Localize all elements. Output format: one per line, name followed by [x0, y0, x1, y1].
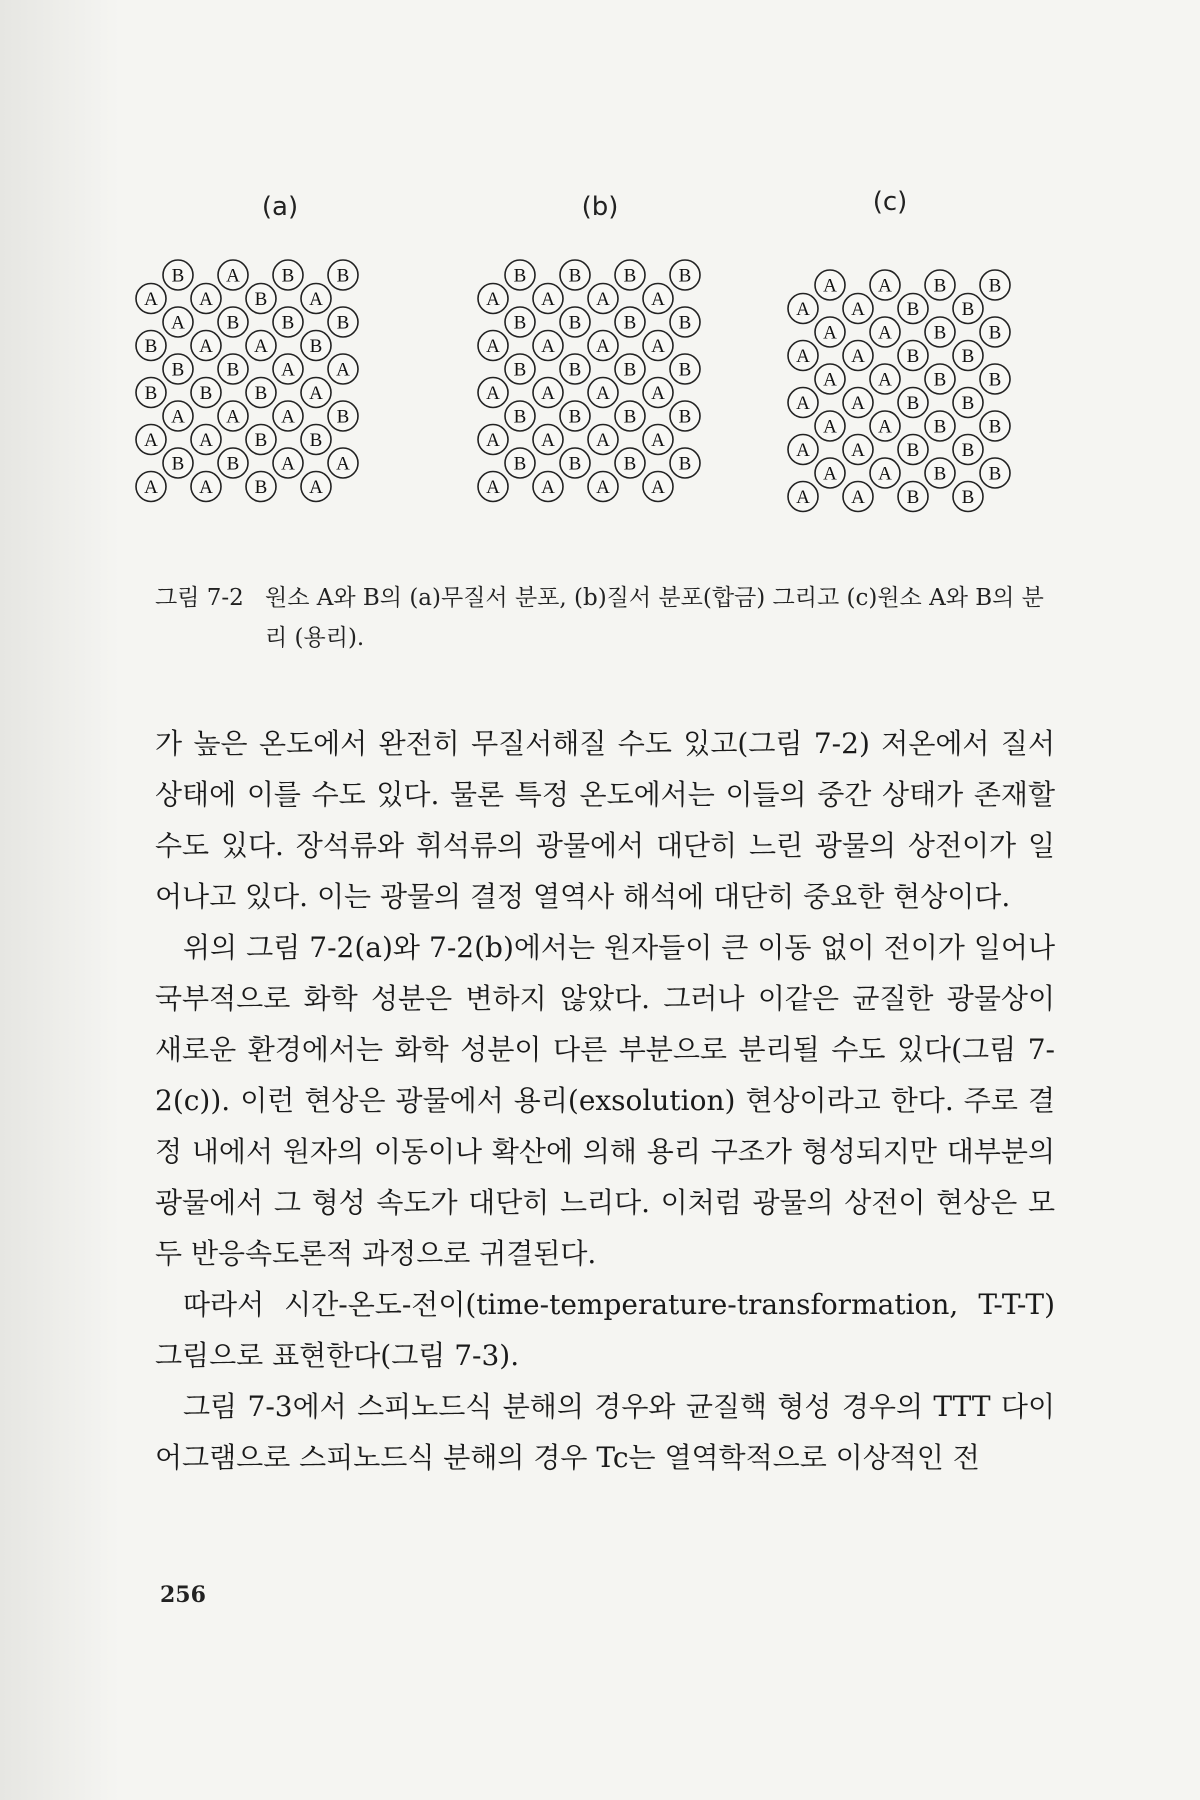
atom-a: [815, 458, 845, 488]
atom-b: [670, 448, 700, 478]
atom-b: [925, 411, 955, 441]
svg-text:B: B: [568, 453, 582, 475]
atom-b: [560, 307, 590, 337]
paragraph-1: 가 높은 온도에서 완전히 무질서해질 수도 있고(그림 7-2) 저온에서 질서 상태에 이를 수도 있다. 물론 특정 온도에서는 이들의 중간 상태가 존재할 수도 있다. 장석류와 휘석류의 광물에서 대단히 느린 광물의 상전이가 일어나고 있다. 이는 광물의 결정 열역사 해석에 대단히 중요한 현상이다.: [155, 727, 1055, 913]
atom-a: [870, 458, 900, 488]
atom-a: [588, 425, 618, 455]
svg-text:A: A: [281, 453, 295, 475]
atom-b: [191, 378, 221, 408]
atom-a: [246, 331, 276, 361]
atom-a: [191, 425, 221, 455]
svg-text:A: A: [541, 477, 555, 498]
svg-text:A: A: [199, 289, 213, 310]
svg-text:B: B: [988, 463, 1002, 485]
figure-caption: [155, 578, 1055, 658]
svg-text:A: A: [823, 463, 837, 485]
svg-text:A: A: [541, 336, 555, 357]
atom-b: [505, 354, 535, 384]
svg-text:B: B: [623, 312, 637, 334]
figure-7-2: [0, 0, 1200, 560]
svg-text:B: B: [226, 312, 240, 334]
svg-text:A: A: [144, 477, 158, 498]
svg-text:A: A: [851, 393, 865, 414]
atom-a: [643, 331, 673, 361]
svg-text:A: A: [171, 312, 185, 334]
atom-a: [533, 331, 563, 361]
atom-a: [533, 425, 563, 455]
svg-text:A: A: [796, 346, 810, 367]
atom-a: [643, 378, 673, 408]
svg-text:A: A: [281, 359, 295, 381]
atom-a: [301, 284, 331, 314]
svg-text:B: B: [568, 265, 582, 287]
atom-b: [898, 294, 928, 324]
atom-a: [136, 284, 166, 314]
atom-a: [843, 388, 873, 418]
svg-text:B: B: [961, 487, 975, 508]
atom-b: [953, 435, 983, 465]
svg-text:A: A: [541, 383, 555, 404]
svg-text:B: B: [906, 393, 920, 414]
svg-text:B: B: [336, 265, 350, 287]
atom-a: [843, 435, 873, 465]
paragraph-3: 따라서 시간-온도-전이(time-temperature-transformation, T-T-T)그림으로 표현한다(그림 7-3).: [155, 1288, 1055, 1372]
atom-b: [953, 482, 983, 512]
figure-panel-c: [788, 187, 1010, 512]
atom-b: [163, 354, 193, 384]
atom-b: [670, 260, 700, 290]
atom-a: [788, 482, 818, 512]
atom-b: [560, 354, 590, 384]
svg-text:B: B: [309, 430, 323, 451]
svg-text:B: B: [623, 265, 637, 287]
atom-a: [273, 401, 303, 431]
svg-text:B: B: [933, 369, 947, 391]
svg-text:B: B: [933, 275, 947, 297]
svg-text:B: B: [961, 346, 975, 367]
atom-a: [815, 411, 845, 441]
atom-a: [191, 284, 221, 314]
atom-b: [163, 260, 193, 290]
atom-a: [218, 401, 248, 431]
atom-b: [560, 448, 590, 478]
atom-b: [980, 411, 1010, 441]
atom-b: [163, 448, 193, 478]
atom-a: [815, 364, 845, 394]
svg-text:A: A: [486, 477, 500, 498]
svg-text:A: A: [199, 430, 213, 451]
figure-panel-b: [478, 192, 700, 502]
svg-text:A: A: [254, 336, 268, 357]
svg-text:A: A: [596, 289, 610, 310]
svg-text:A: A: [226, 406, 240, 428]
atom-b: [505, 401, 535, 431]
svg-text:B: B: [678, 265, 692, 287]
atom-b: [670, 354, 700, 384]
svg-text:A: A: [596, 430, 610, 451]
svg-text:A: A: [336, 359, 350, 381]
svg-text:B: B: [309, 336, 323, 357]
body-text: [155, 718, 1055, 1483]
paragraph-2: 위의 그림 7-2(a)와 7-2(b)에서는 원자들이 큰 이동 없이 전이가 일어나 국부적으로 화학 성분은 변하지 않았다. 그러나 이같은 균질한 광물상이 새로운 환경에서는 화학 성분이 다른 부분으로 분리될 수도 있다(그림 7-2(c)). 이런 현상은 광물에서 용리(exsolution) 현상이라고 한다. 주로 결정 내에서 원자의 이동이나 확산에 의해 용리 구조가 형성되지만 대부분의 광물에서 그 형성 속도가 대단히 느리다. 이처럼 광물의 상전이 현상은 모두 반응속도론적 과정으로 귀결된다.: [155, 931, 1055, 1270]
atom-b: [615, 307, 645, 337]
svg-text:B: B: [678, 359, 692, 381]
svg-text:A: A: [309, 289, 323, 310]
atom-b: [898, 388, 928, 418]
atom-b: [246, 378, 276, 408]
atom-a: [478, 284, 508, 314]
atom-a: [163, 307, 193, 337]
svg-text:A: A: [171, 406, 185, 428]
svg-text:B: B: [568, 406, 582, 428]
svg-text:B: B: [513, 359, 527, 381]
svg-text:A: A: [309, 477, 323, 498]
svg-text:B: B: [254, 477, 268, 498]
svg-text:A: A: [199, 477, 213, 498]
svg-text:A: A: [851, 487, 865, 508]
svg-text:A: A: [486, 383, 500, 404]
svg-text:A: A: [851, 346, 865, 367]
svg-text:B: B: [568, 359, 582, 381]
atom-a: [788, 294, 818, 324]
atom-a: [815, 317, 845, 347]
svg-text:A: A: [823, 275, 837, 297]
svg-text:A: A: [541, 289, 555, 310]
atom-b: [136, 331, 166, 361]
svg-text:B: B: [336, 312, 350, 334]
svg-text:A: A: [596, 477, 610, 498]
svg-text:A: A: [281, 406, 295, 428]
svg-text:A: A: [651, 383, 665, 404]
svg-text:A: A: [823, 322, 837, 344]
svg-text:B: B: [144, 383, 158, 404]
atom-b: [218, 448, 248, 478]
atom-a: [643, 425, 673, 455]
atom-b: [615, 354, 645, 384]
atom-a: [843, 341, 873, 371]
atom-b: [218, 307, 248, 337]
svg-text:B: B: [988, 275, 1002, 297]
svg-text:B: B: [623, 453, 637, 475]
atom-a: [643, 472, 673, 502]
svg-text:B: B: [933, 463, 947, 485]
atom-b: [301, 425, 331, 455]
atom-b: [953, 294, 983, 324]
caption-text: 원소 A와 B의 (a)무질서 분포, (b)질서 분포(합금) 그리고 (c)원소 A와 B의 분리 (용리).: [265, 585, 1044, 651]
atom-a: [533, 378, 563, 408]
svg-text:B: B: [961, 299, 975, 320]
atom-a: [588, 284, 618, 314]
svg-text:A: A: [651, 289, 665, 310]
atom-b: [953, 388, 983, 418]
svg-text:B: B: [961, 393, 975, 414]
atom-b: [328, 260, 358, 290]
svg-text:A: A: [823, 416, 837, 438]
svg-text:A: A: [796, 299, 810, 320]
svg-text:A: A: [144, 430, 158, 451]
svg-text:A: A: [878, 275, 892, 297]
svg-text:B: B: [171, 453, 185, 475]
svg-text:B: B: [961, 440, 975, 461]
atom-b: [560, 401, 590, 431]
svg-text:A: A: [651, 477, 665, 498]
svg-text:B: B: [988, 369, 1002, 391]
svg-text:A: A: [199, 336, 213, 357]
svg-text:B: B: [678, 453, 692, 475]
atom-b: [328, 401, 358, 431]
svg-text:A: A: [651, 430, 665, 451]
atom-a: [163, 401, 193, 431]
atom-b: [980, 458, 1010, 488]
atom-a: [788, 388, 818, 418]
svg-text:A: A: [309, 383, 323, 404]
atom-b: [925, 364, 955, 394]
svg-text:B: B: [226, 453, 240, 475]
atom-b: [980, 364, 1010, 394]
atom-a: [533, 284, 563, 314]
svg-text:B: B: [678, 406, 692, 428]
atom-b: [670, 307, 700, 337]
atom-b: [615, 260, 645, 290]
panel-label: (a): [261, 192, 299, 222]
svg-text:A: A: [486, 430, 500, 451]
svg-text:B: B: [226, 359, 240, 381]
atom-b: [505, 448, 535, 478]
svg-text:B: B: [988, 322, 1002, 344]
atom-a: [843, 482, 873, 512]
svg-text:A: A: [878, 416, 892, 438]
atom-b: [615, 448, 645, 478]
svg-text:B: B: [199, 383, 213, 404]
svg-text:B: B: [336, 406, 350, 428]
atom-a: [478, 425, 508, 455]
svg-text:B: B: [623, 359, 637, 381]
atom-a: [478, 378, 508, 408]
svg-text:B: B: [933, 416, 947, 438]
atom-a: [588, 331, 618, 361]
svg-text:A: A: [226, 265, 240, 287]
atom-b: [670, 401, 700, 431]
svg-text:B: B: [281, 265, 295, 287]
atom-a: [478, 331, 508, 361]
atom-a: [191, 472, 221, 502]
svg-text:A: A: [796, 440, 810, 461]
svg-text:A: A: [336, 453, 350, 475]
svg-text:B: B: [144, 336, 158, 357]
caption-number: 그림 7-2: [155, 585, 244, 611]
svg-text:B: B: [254, 430, 268, 451]
atom-a: [533, 472, 563, 502]
svg-text:B: B: [513, 265, 527, 287]
panel-label: (c): [872, 187, 908, 217]
svg-text:B: B: [568, 312, 582, 334]
atom-b: [898, 482, 928, 512]
atom-b: [925, 458, 955, 488]
atom-b: [246, 284, 276, 314]
atom-b: [953, 341, 983, 371]
svg-text:B: B: [513, 312, 527, 334]
atom-b: [246, 472, 276, 502]
svg-text:A: A: [878, 369, 892, 391]
svg-text:B: B: [906, 440, 920, 461]
atom-a: [815, 270, 845, 300]
atom-b: [505, 260, 535, 290]
atom-a: [788, 341, 818, 371]
atom-a: [588, 378, 618, 408]
svg-text:B: B: [933, 322, 947, 344]
atom-a: [328, 448, 358, 478]
svg-text:A: A: [796, 487, 810, 508]
svg-text:A: A: [651, 336, 665, 357]
atom-b: [898, 341, 928, 371]
atom-a: [478, 472, 508, 502]
svg-text:A: A: [878, 322, 892, 344]
atom-a: [191, 331, 221, 361]
atom-a: [870, 364, 900, 394]
svg-text:B: B: [988, 416, 1002, 438]
atom-a: [588, 472, 618, 502]
svg-text:B: B: [171, 359, 185, 381]
svg-text:A: A: [796, 393, 810, 414]
atom-b: [218, 354, 248, 384]
svg-text:B: B: [906, 346, 920, 367]
atom-a: [136, 425, 166, 455]
svg-text:B: B: [254, 289, 268, 310]
atom-b: [898, 435, 928, 465]
atom-b: [615, 401, 645, 431]
atom-b: [301, 331, 331, 361]
atom-b: [505, 307, 535, 337]
svg-text:B: B: [678, 312, 692, 334]
svg-text:B: B: [623, 406, 637, 428]
atom-a: [870, 270, 900, 300]
atom-a: [643, 284, 673, 314]
atom-a: [870, 317, 900, 347]
atom-b: [560, 260, 590, 290]
page-number: 256: [160, 1582, 206, 1608]
atom-b: [980, 270, 1010, 300]
atom-a: [843, 294, 873, 324]
svg-text:B: B: [906, 487, 920, 508]
svg-text:A: A: [851, 440, 865, 461]
svg-text:B: B: [513, 406, 527, 428]
atom-a: [273, 448, 303, 478]
figure-panel-a: [136, 192, 358, 502]
svg-text:A: A: [596, 336, 610, 357]
paragraph-4: 그림 7-3에서 스피노드식 분해의 경우와 균질핵 형성 경우의 TTT 다이어그램으로 스피노드식 분해의 경우 Tc는 열역학적으로 이상적인 전: [155, 1390, 1055, 1474]
atom-b: [980, 317, 1010, 347]
svg-text:A: A: [144, 289, 158, 310]
atom-b: [925, 317, 955, 347]
atom-b: [328, 307, 358, 337]
svg-text:B: B: [906, 299, 920, 320]
svg-text:B: B: [254, 383, 268, 404]
svg-text:A: A: [486, 289, 500, 310]
atom-b: [273, 307, 303, 337]
atom-a: [218, 260, 248, 290]
svg-text:A: A: [596, 383, 610, 404]
svg-text:B: B: [513, 453, 527, 475]
svg-text:A: A: [541, 430, 555, 451]
atom-b: [925, 270, 955, 300]
atom-a: [870, 411, 900, 441]
panel-label: (b): [581, 192, 619, 222]
atom-a: [136, 472, 166, 502]
atom-a: [788, 435, 818, 465]
atom-a: [328, 354, 358, 384]
atom-a: [301, 472, 331, 502]
svg-text:B: B: [281, 312, 295, 334]
atom-a: [273, 354, 303, 384]
atom-a: [301, 378, 331, 408]
atom-b: [136, 378, 166, 408]
svg-text:A: A: [486, 336, 500, 357]
svg-text:A: A: [878, 463, 892, 485]
svg-text:B: B: [171, 265, 185, 287]
svg-text:A: A: [823, 369, 837, 391]
atom-b: [246, 425, 276, 455]
svg-text:A: A: [851, 299, 865, 320]
atom-b: [273, 260, 303, 290]
